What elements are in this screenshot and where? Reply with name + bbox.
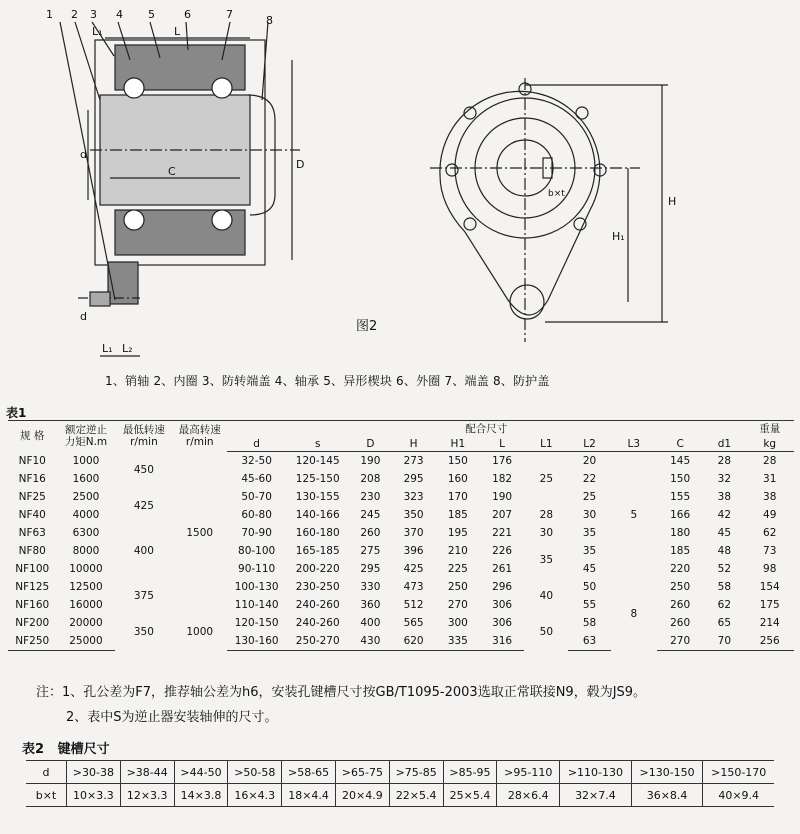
bearing-bottom-right: [212, 210, 232, 230]
callout-2: 2: [71, 8, 78, 21]
table-row: [8, 578, 794, 596]
col-min-speed: 最低转速: [122, 424, 165, 437]
bolt-hole: [576, 107, 588, 119]
cell-D: 330: [360, 581, 381, 593]
cell-torque: 4000: [72, 509, 100, 521]
cell-D: 360: [360, 599, 381, 611]
pin-hole: [510, 285, 544, 319]
cell-L1: 50: [539, 626, 554, 639]
cell-d1: 32: [717, 473, 732, 485]
keyway-d-label: d: [26, 761, 67, 784]
cell-torque: 8000: [72, 545, 100, 557]
keyway-bt-cell: 18×4.4: [282, 784, 336, 807]
callout-4: 4: [116, 8, 123, 21]
table-row: [8, 614, 794, 632]
cell-d: 32-50: [241, 455, 272, 467]
cell-weight: 175: [759, 599, 780, 611]
keyway-d-cell: >85-95: [443, 761, 497, 784]
col-torque: 额定逆止: [64, 424, 107, 437]
cell-H: 473: [403, 581, 424, 593]
callout-1: 1: [46, 8, 53, 21]
table2-label: 表2: [22, 742, 45, 757]
figure-label: 图2: [356, 319, 378, 334]
cell-s: 120-145: [295, 455, 340, 467]
cell-d: 110-140: [234, 599, 279, 611]
keyway-bt-cell: 25×5.4: [443, 784, 497, 807]
cell-L1: 30: [539, 527, 554, 539]
cell-H1: 335: [436, 632, 480, 651]
keyway-bt-cell: 36×8.4: [631, 784, 703, 807]
cell-torque: 6300: [72, 527, 100, 539]
cell-D: 230: [360, 491, 381, 503]
col-H1: H1: [436, 436, 480, 452]
cell-torque: 12500: [69, 581, 103, 593]
cell-L: 306: [492, 599, 513, 611]
cell-spec: NF200: [15, 617, 50, 629]
cell-H: 273: [403, 455, 424, 467]
cell-H: 396: [403, 545, 424, 557]
cell-d: 130-160: [227, 632, 286, 651]
dim-L2: L₂: [122, 342, 133, 355]
keyway-d-cell: >150-170: [703, 761, 774, 784]
col-fit: 配合尺寸: [227, 421, 745, 437]
pin: [90, 292, 110, 306]
cell-L1: 35: [539, 554, 554, 566]
cell-H: 425: [403, 563, 424, 575]
bolt-hole: [574, 218, 586, 230]
table1-label: 表1: [6, 406, 27, 420]
col-weight-unit: kg: [745, 436, 794, 452]
cell-torque: 20000: [69, 617, 103, 629]
spec-table: [8, 420, 794, 651]
cell-C: 260: [670, 599, 691, 611]
cell-H1: 250: [447, 581, 468, 593]
bearing-bottom-left: [124, 210, 144, 230]
cell-d: 100-130: [234, 581, 279, 593]
cell-d: 50-70: [241, 491, 272, 503]
cell-torque: 10000: [69, 563, 103, 575]
cell-L1: 25: [539, 473, 554, 485]
cell-weight: 256: [745, 632, 794, 651]
cell-d1: 58: [717, 581, 732, 593]
cell-L2: 45: [582, 563, 597, 575]
cell-L: 207: [492, 509, 513, 521]
cell-D: 400: [360, 617, 381, 629]
dim-L1-bottom: L₁: [102, 342, 113, 355]
cell-L1: 28: [539, 509, 554, 521]
table-row: [8, 488, 794, 506]
cell-spec: NF160: [15, 599, 50, 611]
table2-heading: [22, 738, 110, 757]
cell-torque: 1000: [72, 454, 100, 467]
cell-min-speed: 450: [133, 463, 154, 476]
cell-H: 295: [403, 473, 424, 485]
keyway-bt-cell: 10×3.3: [67, 784, 121, 807]
keyway-bt-label: b×t: [26, 784, 67, 807]
cell-d1: 42: [717, 509, 732, 521]
cell-max-speed: 1500: [186, 526, 214, 539]
col-L3: L3: [611, 436, 657, 452]
cell-L: 296: [492, 581, 513, 593]
cell-D: 260: [360, 527, 381, 539]
cell-min-speed: 375: [133, 590, 154, 602]
cell-L2: 55: [582, 599, 597, 611]
note-2: 2、表中S为逆止器安装轴伸的尺寸。: [66, 710, 278, 725]
col-L: L: [480, 436, 524, 452]
cell-spec: NF80: [18, 545, 46, 557]
cell-torque: 16000: [69, 599, 103, 611]
cell-C: 155: [670, 491, 691, 503]
dim-D: D: [296, 158, 305, 171]
cell-torque: 2500: [72, 491, 100, 503]
cell-weight: 49: [763, 509, 777, 521]
cell-H: 565: [403, 617, 424, 629]
cell-D: 190: [360, 455, 381, 467]
cell-L: 316: [480, 632, 524, 651]
cell-C: 260: [670, 617, 691, 629]
dim-L: L: [174, 25, 181, 38]
cell-torque: 25000: [56, 632, 115, 651]
cell-L1: 40: [539, 590, 554, 602]
bolt-hole: [464, 218, 476, 230]
dim-d1: d: [80, 310, 87, 323]
cell-L2: 30: [582, 509, 597, 521]
col-L2: L2: [568, 436, 610, 452]
cell-min-speed: 400: [133, 545, 154, 557]
table-row: [8, 452, 794, 471]
cell-H1: 185: [447, 509, 468, 521]
cell-weight: 98: [763, 563, 777, 575]
cell-H1: 150: [447, 455, 468, 467]
dim-H1: H₁: [612, 230, 625, 243]
dim-L1-top: L₁: [92, 25, 103, 38]
cell-spec: NF63: [18, 527, 46, 539]
cell-C: 220: [670, 563, 691, 575]
cell-weight: 31: [763, 473, 777, 485]
cell-s: 140-166: [295, 509, 340, 521]
cell-L: 261: [492, 563, 513, 575]
cell-C: 250: [670, 581, 691, 593]
col-weight: 重量: [759, 422, 781, 435]
col-max-speed-unit: r/min: [185, 436, 214, 449]
cell-s: 250-270: [286, 632, 349, 651]
keyway-d-cell: >65-75: [335, 761, 389, 784]
cell-spec: NF16: [18, 473, 46, 485]
cell-d1: 45: [717, 527, 732, 539]
technical-drawing: [0, 0, 800, 372]
cell-s: 240-260: [295, 599, 340, 611]
keyway-table: [26, 760, 774, 807]
cell-H1: 160: [447, 473, 468, 485]
cell-D: 295: [360, 563, 381, 575]
cell-d1: 65: [717, 617, 732, 629]
keyway-bt-cell: 28×6.4: [497, 784, 560, 807]
cell-min-speed: 425: [133, 500, 154, 512]
callout-5: 5: [148, 8, 155, 21]
cell-weight: 38: [763, 491, 777, 503]
cell-D: 245: [360, 509, 381, 521]
cell-d: 70-90: [241, 527, 272, 539]
keyway-d-cell: >44-50: [174, 761, 228, 784]
keyway-d-cell: >50-58: [228, 761, 282, 784]
keyway-bt-cell: 32×7.4: [560, 784, 632, 807]
col-H: H: [391, 436, 435, 452]
cell-C: 180: [670, 527, 691, 539]
cell-weight: 73: [763, 545, 777, 557]
cell-d1: 48: [717, 545, 732, 557]
col-C: C: [657, 436, 703, 452]
col-torque-unit: 力矩N.m: [64, 436, 108, 449]
keyway-bt-cell: 20×4.9: [335, 784, 389, 807]
cell-d1: 38: [717, 491, 732, 503]
cell-C: 185: [670, 545, 691, 557]
dim-d: d: [80, 148, 87, 161]
cell-min-speed: 350: [133, 626, 154, 639]
dim-C: C: [168, 165, 176, 178]
cell-s: 125-150: [295, 473, 340, 485]
cell-s: 230-250: [295, 581, 340, 593]
callout-7: 7: [226, 8, 233, 21]
cell-spec: NF10: [18, 454, 46, 467]
cell-weight: 28: [763, 455, 777, 467]
cell-weight: 62: [763, 527, 777, 539]
cell-L2: 50: [582, 581, 597, 593]
col-spec: 规 格: [8, 421, 56, 452]
cell-L2: 35: [582, 527, 597, 539]
parts-caption: 1、销轴 2、内圈 3、防转端盖 4、轴承 5、异形楔块 6、外圈 7、端盖 8、防护盖: [105, 374, 550, 388]
keyway-d-cell: >75-85: [389, 761, 443, 784]
cell-L2: 63: [568, 632, 610, 651]
cell-H: 323: [403, 491, 424, 503]
table2-title: 键槽尺寸: [57, 742, 110, 757]
cell-d1: 52: [717, 563, 732, 575]
keyway-bt-cell: 40×9.4: [703, 784, 774, 807]
cell-L2: 22: [582, 473, 597, 485]
notes: [36, 680, 646, 730]
cell-d1: 62: [717, 599, 732, 611]
cell-d: 80-100: [238, 545, 276, 557]
cell-L2: 25: [582, 491, 597, 503]
col-d1: d1: [703, 436, 745, 452]
cell-spec: NF40: [18, 509, 46, 521]
cell-spec: NF250: [8, 632, 56, 651]
keyway-d-cell: >110-130: [560, 761, 632, 784]
cell-H1: 170: [447, 491, 468, 503]
cell-s: 165-185: [295, 545, 340, 557]
cell-C: 166: [670, 509, 691, 521]
cell-C: 150: [670, 473, 691, 485]
cell-s: 160-180: [295, 527, 340, 539]
table-row: [8, 524, 794, 542]
cell-d: 90-110: [238, 563, 276, 575]
cell-H1: 300: [447, 617, 468, 629]
cell-H1: 270: [447, 599, 468, 611]
cell-L2: 20: [582, 455, 597, 467]
cell-d: 45-60: [241, 473, 272, 485]
col-min-speed-unit: r/min: [130, 436, 158, 449]
cell-D: 208: [360, 473, 381, 485]
cell-L: 176: [492, 455, 513, 467]
cell-d: 120-150: [234, 617, 279, 629]
cell-spec: NF100: [15, 563, 50, 575]
keyway-bt-cell: 12×3.3: [120, 784, 174, 807]
cell-s: 240-260: [295, 617, 340, 629]
cell-torque: 1600: [72, 473, 100, 485]
dim-bxt: b×t: [548, 189, 565, 199]
cell-D: 275: [360, 545, 381, 557]
cell-L2: 35: [582, 545, 597, 557]
keyway-d-cell: >130-150: [631, 761, 703, 784]
drawing-svg: [0, 0, 800, 372]
cell-H: 350: [403, 509, 424, 521]
col-L1: L1: [524, 436, 568, 452]
keyway-d-cell: >58-65: [282, 761, 336, 784]
cell-C: 145: [670, 455, 691, 467]
cell-spec: NF25: [18, 491, 46, 503]
cell-H1: 225: [447, 563, 468, 575]
col-D: D: [349, 436, 391, 452]
cell-H: 620: [391, 632, 435, 651]
dim-H: H: [668, 195, 677, 208]
cell-weight: 154: [759, 581, 780, 593]
callout-6: 6: [184, 8, 191, 21]
keyway-d-cell: >95-110: [497, 761, 560, 784]
cell-L3: 8: [630, 608, 638, 621]
col-max-speed: 最高转速: [178, 424, 221, 437]
cell-L: 182: [492, 473, 513, 485]
keyway-bt-cell: 14×3.8: [174, 784, 228, 807]
cell-L: 226: [492, 545, 513, 557]
cell-weight: 214: [759, 617, 780, 629]
cell-L3: 5: [630, 509, 638, 521]
keyway-bt-cell: 22×5.4: [389, 784, 443, 807]
bolt-hole: [446, 164, 458, 176]
cell-H: 512: [403, 599, 424, 611]
col-d: d: [227, 436, 286, 452]
protective-cover: [248, 95, 275, 215]
cell-H: 370: [403, 527, 424, 539]
cell-d1: 28: [717, 455, 732, 467]
bearing-top-right: [212, 78, 232, 98]
cell-D: 430: [349, 632, 391, 651]
cell-s: 200-220: [295, 563, 340, 575]
bearing-top-left: [124, 78, 144, 98]
cell-L: 190: [492, 491, 513, 503]
cell-L: 306: [492, 617, 513, 629]
col-s: s: [286, 436, 349, 452]
cell-H1: 195: [447, 527, 468, 539]
keyway-bt-cell: 16×4.3: [228, 784, 282, 807]
callout-3: 3: [90, 8, 97, 21]
callout-8: 8: [266, 14, 273, 27]
keyway-d-cell: >30-38: [67, 761, 121, 784]
cell-L: 221: [492, 527, 513, 539]
cell-H1: 210: [447, 545, 468, 557]
cell-d: 60-80: [241, 509, 272, 521]
cell-d1: 70: [703, 632, 745, 651]
note-1: 注：1、孔公差为F7，推荐轴公差为h6，安装孔键槽尺寸按GB/T1095-2003选取正常联接N9，毂为JS9。: [36, 685, 647, 700]
cell-s: 130-155: [295, 491, 340, 503]
keyway-d-cell: >38-44: [120, 761, 174, 784]
cell-max-speed: 1000: [186, 626, 214, 639]
cell-L2: 58: [582, 617, 597, 629]
cell-C: 270: [657, 632, 703, 651]
cell-spec: NF125: [15, 581, 50, 593]
